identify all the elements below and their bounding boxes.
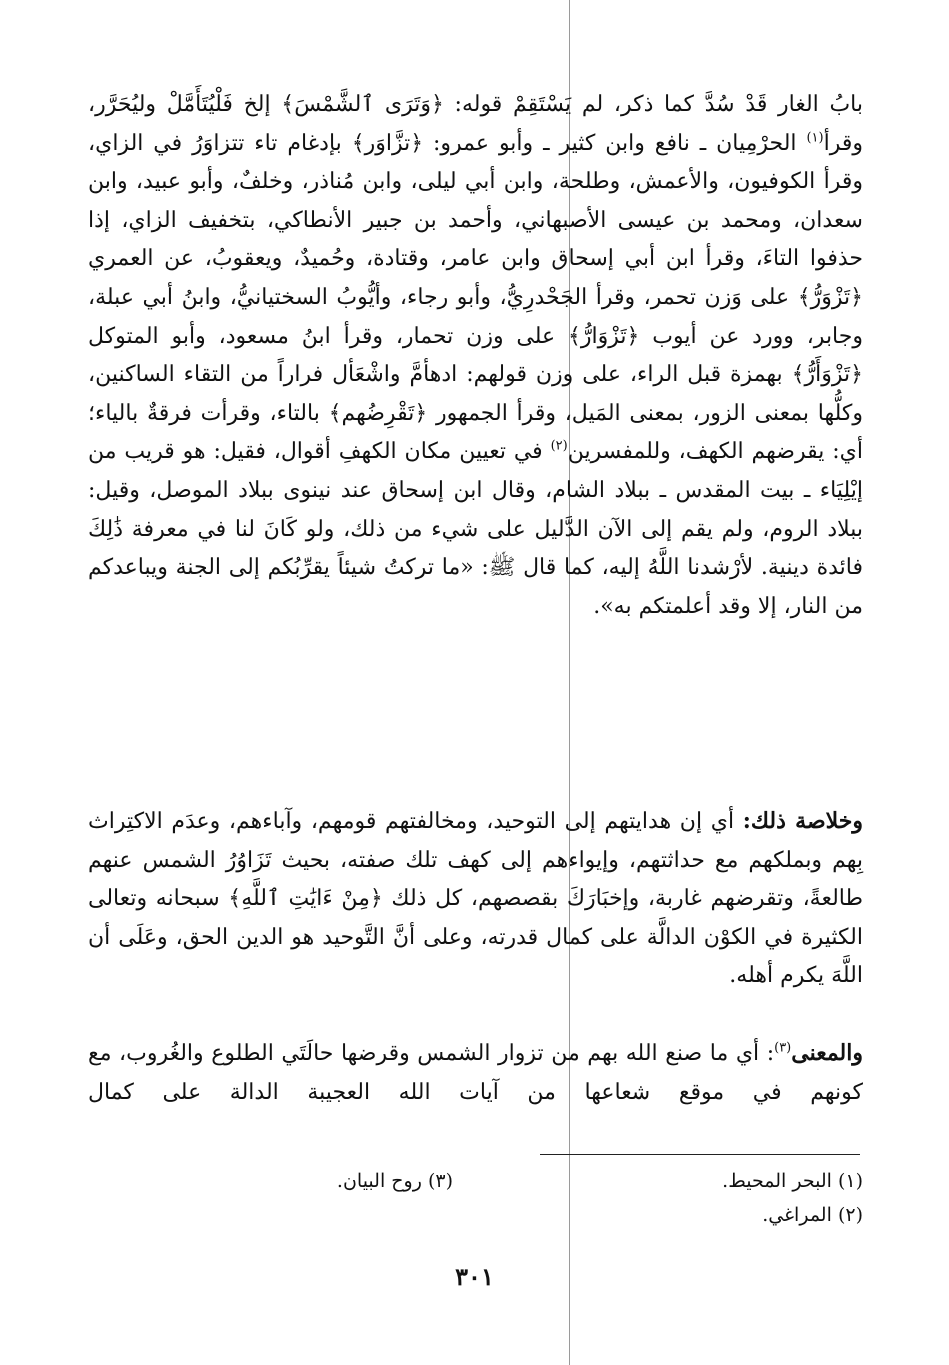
paragraph-1-ending: في تعيين مكان الكهفِ أقوال، فقيل: هو قريب من إيْلِيَاء ـ بيت المقدس ـ ببلاد الشام، وقال ابن إسحاق عند نينوى ببلاد الموصل، وقيل: ببلاد الروم، ولم يقم إلى الآن الدَّليل على شيء من ذلك، ولو كَانَ لنا في معرفة ذَٰلِكَ فائدة دينية. لأرْشدنا اللَّهُ إليه، كما قال ﷺ: «ما تركتُ شيئاً يقرِّبُكم إلى الجنة ويباعدكم من النار، إلا وقد أعلمتكم به».	[88, 439, 863, 619]
page-number: ٣٠١	[455, 1262, 494, 1291]
footnote-1-text: البحر المحيط.	[722, 1170, 832, 1192]
main-text-paragraph-3	[88, 1034, 863, 1112]
footnote-1	[722, 1164, 863, 1198]
footnote-2	[762, 1198, 863, 1232]
paragraph-1-text: بابُ الغار قَدْ سُدَّ كما ذكر، لم يَسْتَقِمْ قوله: ﴿وَتَرَى ٱلشَّمْسَ﴾ إلخ فَلْيُتَأَمَّلْ وليُحَرَّر، وقرأ	[88, 92, 863, 156]
footnote-2-number: (٢)	[837, 1204, 863, 1226]
paragraph-2	[88, 802, 863, 996]
summary-lead: وخلاصة ذلك:	[742, 808, 863, 834]
footnote-2-text: المراغي.	[762, 1204, 832, 1226]
footnote-3	[337, 1164, 453, 1198]
footnote-3-number: (٣)	[427, 1170, 453, 1192]
paragraph-2-text: أي إن هدايتهم إلى التوحيد، ومخالفتهم قومهم، وآباءهم، وعدَم الاكتِراث بِهم وبملكهم مع حداثتهم، وإيواءهم إلى كهف تلك صفته، بحيث تَزَاوُرُ الشمس عنهم طالعةً، وتقرضهم غاربة، وإخبَارَكَ بقصصهم، كل ذلك ﴿مِنْ ءَايَٰتِ ٱللَّهِ﴾ سبحانه وتعالى الكثيرة في الكوْن الدالَّة على كمال قدرته، وعلى أنَّ التَّوحيد هو الدين الحق، وعَلَى أن اللَّهَ يكرم أهله.	[88, 809, 863, 989]
footnote-ref-1: (١)	[806, 130, 824, 146]
footnote-1-number: (١)	[837, 1170, 863, 1192]
meaning-lead: والمعنى	[791, 1040, 863, 1066]
footnote-ref-2: (٢)	[550, 439, 568, 455]
main-text-paragraph-2	[88, 802, 863, 996]
paragraph-3-text: : أي ما صنع الله بهم من تزوار الشمس وقرضها حالَتَي الطلوع والغُروب، مع كونهم في موقع شعاعها من آيات الله العجيبة الدالة على كمال	[88, 1041, 863, 1105]
paragraph-1	[88, 86, 863, 626]
footnote-ref-3: (٣)	[774, 1040, 792, 1056]
main-text-paragraph-1	[88, 86, 863, 626]
paragraph-1-continuation: الحرْمِيان ـ نافع وابن كثير ـ وأبو عمرو: ﴿تزَّاوَر﴾ بإدغام تاء تتزاوَرُ في الزاي، وقرأ الكوفيون، والأعمش، وطلحة، وابن أبي ليلى، وابن مُناذر، وخلفٌ، وأبو عبيد، وابن سعدان، ومحمد بن عيسى الأصبهاني، وأحمد بن جبير الأنطاكي، بتخفيف الزاي، إذا حذفوا التاءَ، وقرأ ابن أبي إسحاق وابن عامر، وقتادة، وحُميدٌ، ويعقوبُ، عن العمري ﴿تَزْوَرُّ﴾ على وَزن تحمر، وقرأ الجَحْدرِيُّ، وأبو رجاء، وأيُّوبُ السختيانيُّ، وابنُ أبي عبلة، وجابر، وورد عن أيوب ﴿تَزْوَارُّ﴾ على وزن تحمار، وقرأ ابنُ مسعود، وأبو المتوكل ﴿تَزْوَأَرُّ﴾ بهمزة قبل الراء، على وزن قولهم: ادهأمَّ واشْعَأل فراراً من التقاء الساكنين، وكلُّها بمعنى الزور، بمعنى المَيل، وقرأ الجمهور ﴿تَقْرِضُهم﴾ بالتاء، وقرأت فرقةٌ بالياء؛ أي: يقرضهم الكهف، وللمفسرين	[88, 130, 863, 465]
footnote-3-text: روح البيان.	[336, 1170, 422, 1192]
paragraph-3	[88, 1034, 863, 1112]
footnote-divider	[540, 1154, 860, 1155]
